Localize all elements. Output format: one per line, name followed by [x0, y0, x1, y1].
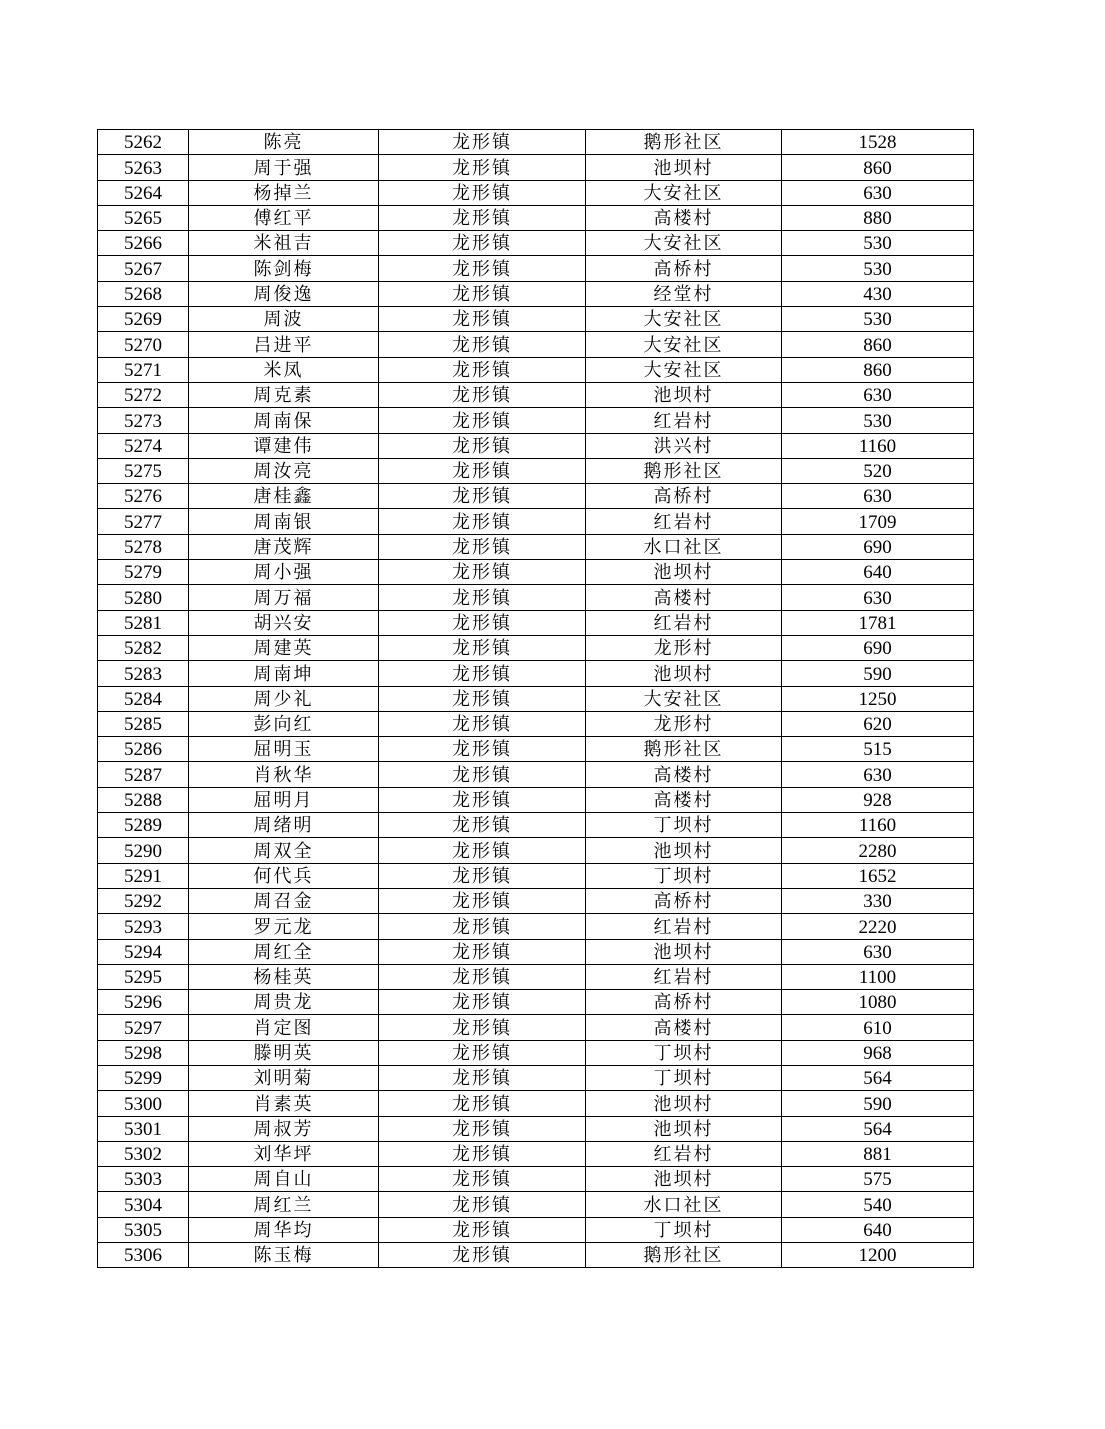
table-row	[98, 939, 974, 964]
table-row	[98, 130, 974, 155]
town-cell: 龙形镇	[379, 1217, 586, 1242]
town-cell: 龙形镇	[379, 1065, 586, 1090]
name-cell: 傅红平	[189, 205, 379, 230]
town-cell: 龙形镇	[379, 307, 586, 332]
amount-cell: 690	[782, 635, 974, 660]
village-cell: 红岩村	[586, 914, 782, 939]
table-row	[98, 838, 974, 863]
table-row	[98, 990, 974, 1015]
table-row	[98, 1217, 974, 1242]
amount-cell: 630	[782, 180, 974, 205]
town-cell: 龙形镇	[379, 560, 586, 585]
table-row	[98, 813, 974, 838]
amount-cell: 530	[782, 408, 974, 433]
amount-cell: 610	[782, 1015, 974, 1040]
amount-cell: 1652	[782, 863, 974, 888]
village-cell: 池坝村	[586, 1091, 782, 1116]
amount-cell: 430	[782, 281, 974, 306]
name-cell: 周双全	[189, 838, 379, 863]
village-cell: 丁坝村	[586, 1065, 782, 1090]
name-cell: 陈玉梅	[189, 1243, 379, 1268]
table-row	[98, 231, 974, 256]
town-cell: 龙形镇	[379, 585, 586, 610]
village-cell: 红岩村	[586, 1141, 782, 1166]
village-cell: 高桥村	[586, 888, 782, 913]
amount-cell: 520	[782, 458, 974, 483]
name-cell: 谭建伟	[189, 433, 379, 458]
name-cell: 周华均	[189, 1217, 379, 1242]
town-cell: 龙形镇	[379, 661, 586, 686]
amount-cell: 1200	[782, 1243, 974, 1268]
town-cell: 龙形镇	[379, 1015, 586, 1040]
row-number-cell: 5289	[98, 813, 189, 838]
amount-cell: 880	[782, 205, 974, 230]
table-row	[98, 787, 974, 812]
row-number-cell: 5293	[98, 914, 189, 939]
amount-cell: 330	[782, 888, 974, 913]
town-cell: 龙形镇	[379, 762, 586, 787]
name-cell: 周绪明	[189, 813, 379, 838]
row-number-cell: 5291	[98, 863, 189, 888]
name-cell: 陈亮	[189, 130, 379, 155]
row-number-cell: 5262	[98, 130, 189, 155]
town-cell: 龙形镇	[379, 205, 586, 230]
name-cell: 周贵龙	[189, 990, 379, 1015]
village-cell: 高桥村	[586, 990, 782, 1015]
name-cell: 刘明菊	[189, 1065, 379, 1090]
row-number-cell: 5267	[98, 256, 189, 281]
town-cell: 龙形镇	[379, 1167, 586, 1192]
village-cell: 高楼村	[586, 1015, 782, 1040]
village-cell: 高桥村	[586, 256, 782, 281]
name-cell: 周小强	[189, 560, 379, 585]
town-cell: 龙形镇	[379, 458, 586, 483]
village-cell: 高楼村	[586, 205, 782, 230]
name-cell: 周俊逸	[189, 281, 379, 306]
table-row	[98, 534, 974, 559]
village-cell: 高楼村	[586, 787, 782, 812]
table-row	[98, 560, 974, 585]
name-cell: 胡兴安	[189, 610, 379, 635]
amount-cell: 1781	[782, 610, 974, 635]
village-cell: 大安社区	[586, 231, 782, 256]
name-cell: 屈明玉	[189, 737, 379, 762]
table-row	[98, 205, 974, 230]
table-row	[98, 585, 974, 610]
name-cell: 吕进平	[189, 332, 379, 357]
village-cell: 丁坝村	[586, 863, 782, 888]
table-row	[98, 1243, 974, 1268]
name-cell: 周万福	[189, 585, 379, 610]
village-cell: 红岩村	[586, 610, 782, 635]
amount-cell: 530	[782, 307, 974, 332]
town-cell: 龙形镇	[379, 357, 586, 382]
row-number-cell: 5296	[98, 990, 189, 1015]
amount-cell: 968	[782, 1040, 974, 1065]
table-row	[98, 332, 974, 357]
row-number-cell: 5299	[98, 1065, 189, 1090]
village-cell: 池坝村	[586, 560, 782, 585]
row-number-cell: 5294	[98, 939, 189, 964]
row-number-cell: 5281	[98, 610, 189, 635]
table-row	[98, 307, 974, 332]
row-number-cell: 5263	[98, 155, 189, 180]
row-number-cell: 5276	[98, 484, 189, 509]
town-cell: 龙形镇	[379, 433, 586, 458]
name-cell: 周叔芳	[189, 1116, 379, 1141]
name-cell: 周克素	[189, 382, 379, 407]
table-row	[98, 610, 974, 635]
village-cell: 水口社区	[586, 534, 782, 559]
village-cell: 大安社区	[586, 332, 782, 357]
town-cell: 龙形镇	[379, 813, 586, 838]
village-cell: 龙形村	[586, 635, 782, 660]
row-number-cell: 5298	[98, 1040, 189, 1065]
amount-cell: 575	[782, 1167, 974, 1192]
town-cell: 龙形镇	[379, 610, 586, 635]
name-cell: 周红兰	[189, 1192, 379, 1217]
name-cell: 米祖吉	[189, 231, 379, 256]
town-cell: 龙形镇	[379, 281, 586, 306]
town-cell: 龙形镇	[379, 990, 586, 1015]
row-number-cell: 5278	[98, 534, 189, 559]
village-cell: 池坝村	[586, 155, 782, 180]
table-row	[98, 888, 974, 913]
table-row	[98, 180, 974, 205]
table-row	[98, 256, 974, 281]
village-cell: 鹅形社区	[586, 1243, 782, 1268]
amount-cell: 630	[782, 762, 974, 787]
row-number-cell: 5269	[98, 307, 189, 332]
village-cell: 大安社区	[586, 180, 782, 205]
amount-cell: 515	[782, 737, 974, 762]
name-cell: 陈剑梅	[189, 256, 379, 281]
table-row	[98, 661, 974, 686]
row-number-cell: 5279	[98, 560, 189, 585]
village-cell: 红岩村	[586, 964, 782, 989]
row-number-cell: 5284	[98, 686, 189, 711]
row-number-cell: 5288	[98, 787, 189, 812]
row-number-cell: 5303	[98, 1167, 189, 1192]
village-cell: 鹅形社区	[586, 130, 782, 155]
amount-cell: 540	[782, 1192, 974, 1217]
name-cell: 刘华坪	[189, 1141, 379, 1166]
name-cell: 周于强	[189, 155, 379, 180]
table-row	[98, 1167, 974, 1192]
table-row	[98, 509, 974, 534]
village-cell: 红岩村	[586, 509, 782, 534]
town-cell: 龙形镇	[379, 888, 586, 913]
town-cell: 龙形镇	[379, 686, 586, 711]
village-cell: 大安社区	[586, 307, 782, 332]
amount-cell: 860	[782, 155, 974, 180]
village-cell: 池坝村	[586, 1116, 782, 1141]
row-number-cell: 5282	[98, 635, 189, 660]
roster-table	[97, 129, 974, 1268]
table-row	[98, 1065, 974, 1090]
amount-cell: 2220	[782, 914, 974, 939]
amount-cell: 530	[782, 231, 974, 256]
village-cell: 高桥村	[586, 484, 782, 509]
table-row	[98, 433, 974, 458]
amount-cell: 630	[782, 939, 974, 964]
row-number-cell: 5285	[98, 711, 189, 736]
table-row	[98, 458, 974, 483]
row-number-cell: 5283	[98, 661, 189, 686]
town-cell: 龙形镇	[379, 1192, 586, 1217]
town-cell: 龙形镇	[379, 1116, 586, 1141]
row-number-cell: 5277	[98, 509, 189, 534]
village-cell: 经堂村	[586, 281, 782, 306]
name-cell: 滕明英	[189, 1040, 379, 1065]
village-cell: 池坝村	[586, 1167, 782, 1192]
town-cell: 龙形镇	[379, 787, 586, 812]
name-cell: 周自山	[189, 1167, 379, 1192]
row-number-cell: 5264	[98, 180, 189, 205]
town-cell: 龙形镇	[379, 180, 586, 205]
village-cell: 池坝村	[586, 939, 782, 964]
table-row	[98, 711, 974, 736]
name-cell: 周南坤	[189, 661, 379, 686]
row-number-cell: 5287	[98, 762, 189, 787]
town-cell: 龙形镇	[379, 1141, 586, 1166]
row-number-cell: 5274	[98, 433, 189, 458]
amount-cell: 564	[782, 1116, 974, 1141]
name-cell: 唐茂辉	[189, 534, 379, 559]
table-row	[98, 635, 974, 660]
name-cell: 肖定图	[189, 1015, 379, 1040]
row-number-cell: 5304	[98, 1192, 189, 1217]
village-cell: 水口社区	[586, 1192, 782, 1217]
table-row	[98, 964, 974, 989]
town-cell: 龙形镇	[379, 1091, 586, 1116]
town-cell: 龙形镇	[379, 838, 586, 863]
amount-cell: 630	[782, 484, 974, 509]
town-cell: 龙形镇	[379, 1040, 586, 1065]
town-cell: 龙形镇	[379, 408, 586, 433]
table-row	[98, 281, 974, 306]
amount-cell: 1709	[782, 509, 974, 534]
town-cell: 龙形镇	[379, 130, 586, 155]
town-cell: 龙形镇	[379, 737, 586, 762]
row-number-cell: 5295	[98, 964, 189, 989]
town-cell: 龙形镇	[379, 863, 586, 888]
amount-cell: 640	[782, 1217, 974, 1242]
table-row	[98, 1040, 974, 1065]
amount-cell: 564	[782, 1065, 974, 1090]
row-number-cell: 5268	[98, 281, 189, 306]
table-row	[98, 382, 974, 407]
amount-cell: 2280	[782, 838, 974, 863]
name-cell: 米凤	[189, 357, 379, 382]
amount-cell: 630	[782, 382, 974, 407]
name-cell: 周红全	[189, 939, 379, 964]
table-row	[98, 1116, 974, 1141]
name-cell: 杨掉兰	[189, 180, 379, 205]
town-cell: 龙形镇	[379, 964, 586, 989]
table-row	[98, 737, 974, 762]
amount-cell: 860	[782, 357, 974, 382]
row-number-cell: 5270	[98, 332, 189, 357]
table-row	[98, 357, 974, 382]
village-cell: 鹅形社区	[586, 737, 782, 762]
town-cell: 龙形镇	[379, 231, 586, 256]
village-cell: 洪兴村	[586, 433, 782, 458]
amount-cell: 590	[782, 1091, 974, 1116]
row-number-cell: 5300	[98, 1091, 189, 1116]
name-cell: 周南银	[189, 509, 379, 534]
name-cell: 周南保	[189, 408, 379, 433]
town-cell: 龙形镇	[379, 332, 586, 357]
amount-cell: 1528	[782, 130, 974, 155]
row-number-cell: 5280	[98, 585, 189, 610]
row-number-cell: 5302	[98, 1141, 189, 1166]
amount-cell: 1160	[782, 813, 974, 838]
name-cell: 彭向红	[189, 711, 379, 736]
town-cell: 龙形镇	[379, 939, 586, 964]
village-cell: 高楼村	[586, 585, 782, 610]
amount-cell: 640	[782, 560, 974, 585]
village-cell: 丁坝村	[586, 1040, 782, 1065]
table-row	[98, 484, 974, 509]
name-cell: 周少礼	[189, 686, 379, 711]
amount-cell: 881	[782, 1141, 974, 1166]
table-row	[98, 1015, 974, 1040]
name-cell: 何代兵	[189, 863, 379, 888]
row-number-cell: 5271	[98, 357, 189, 382]
village-cell: 丁坝村	[586, 813, 782, 838]
table-row	[98, 408, 974, 433]
row-number-cell: 5266	[98, 231, 189, 256]
village-cell: 池坝村	[586, 382, 782, 407]
town-cell: 龙形镇	[379, 382, 586, 407]
village-cell: 大安社区	[586, 357, 782, 382]
village-cell: 丁坝村	[586, 1217, 782, 1242]
name-cell: 唐桂鑫	[189, 484, 379, 509]
table-row	[98, 1141, 974, 1166]
name-cell: 周汝亮	[189, 458, 379, 483]
name-cell: 肖秋华	[189, 762, 379, 787]
town-cell: 龙形镇	[379, 914, 586, 939]
table-row	[98, 155, 974, 180]
table-row	[98, 1091, 974, 1116]
row-number-cell: 5297	[98, 1015, 189, 1040]
table-row	[98, 863, 974, 888]
row-number-cell: 5265	[98, 205, 189, 230]
row-number-cell: 5301	[98, 1116, 189, 1141]
village-cell: 池坝村	[586, 838, 782, 863]
table-row	[98, 686, 974, 711]
row-number-cell: 5272	[98, 382, 189, 407]
row-number-cell: 5275	[98, 458, 189, 483]
row-number-cell: 5290	[98, 838, 189, 863]
name-cell: 杨桂英	[189, 964, 379, 989]
town-cell: 龙形镇	[379, 256, 586, 281]
amount-cell: 590	[782, 661, 974, 686]
town-cell: 龙形镇	[379, 534, 586, 559]
row-number-cell: 5273	[98, 408, 189, 433]
table-row	[98, 914, 974, 939]
village-cell: 池坝村	[586, 661, 782, 686]
row-number-cell: 5292	[98, 888, 189, 913]
amount-cell: 928	[782, 787, 974, 812]
village-cell: 高楼村	[586, 762, 782, 787]
name-cell: 周召金	[189, 888, 379, 913]
name-cell: 肖素英	[189, 1091, 379, 1116]
town-cell: 龙形镇	[379, 484, 586, 509]
amount-cell: 1100	[782, 964, 974, 989]
roster-table-body	[98, 130, 974, 1268]
village-cell: 鹅形社区	[586, 458, 782, 483]
village-cell: 大安社区	[586, 686, 782, 711]
row-number-cell: 5306	[98, 1243, 189, 1268]
town-cell: 龙形镇	[379, 711, 586, 736]
town-cell: 龙形镇	[379, 155, 586, 180]
name-cell: 罗元龙	[189, 914, 379, 939]
table-row	[98, 1192, 974, 1217]
amount-cell: 1160	[782, 433, 974, 458]
amount-cell: 690	[782, 534, 974, 559]
amount-cell: 1080	[782, 990, 974, 1015]
table-row	[98, 762, 974, 787]
amount-cell: 530	[782, 256, 974, 281]
amount-cell: 620	[782, 711, 974, 736]
row-number-cell: 5286	[98, 737, 189, 762]
town-cell: 龙形镇	[379, 509, 586, 534]
amount-cell: 630	[782, 585, 974, 610]
row-number-cell: 5305	[98, 1217, 189, 1242]
name-cell: 周建英	[189, 635, 379, 660]
village-cell: 龙形村	[586, 711, 782, 736]
name-cell: 周波	[189, 307, 379, 332]
town-cell: 龙形镇	[379, 635, 586, 660]
village-cell: 红岩村	[586, 408, 782, 433]
amount-cell: 1250	[782, 686, 974, 711]
amount-cell: 860	[782, 332, 974, 357]
name-cell: 屈明月	[189, 787, 379, 812]
town-cell: 龙形镇	[379, 1243, 586, 1268]
